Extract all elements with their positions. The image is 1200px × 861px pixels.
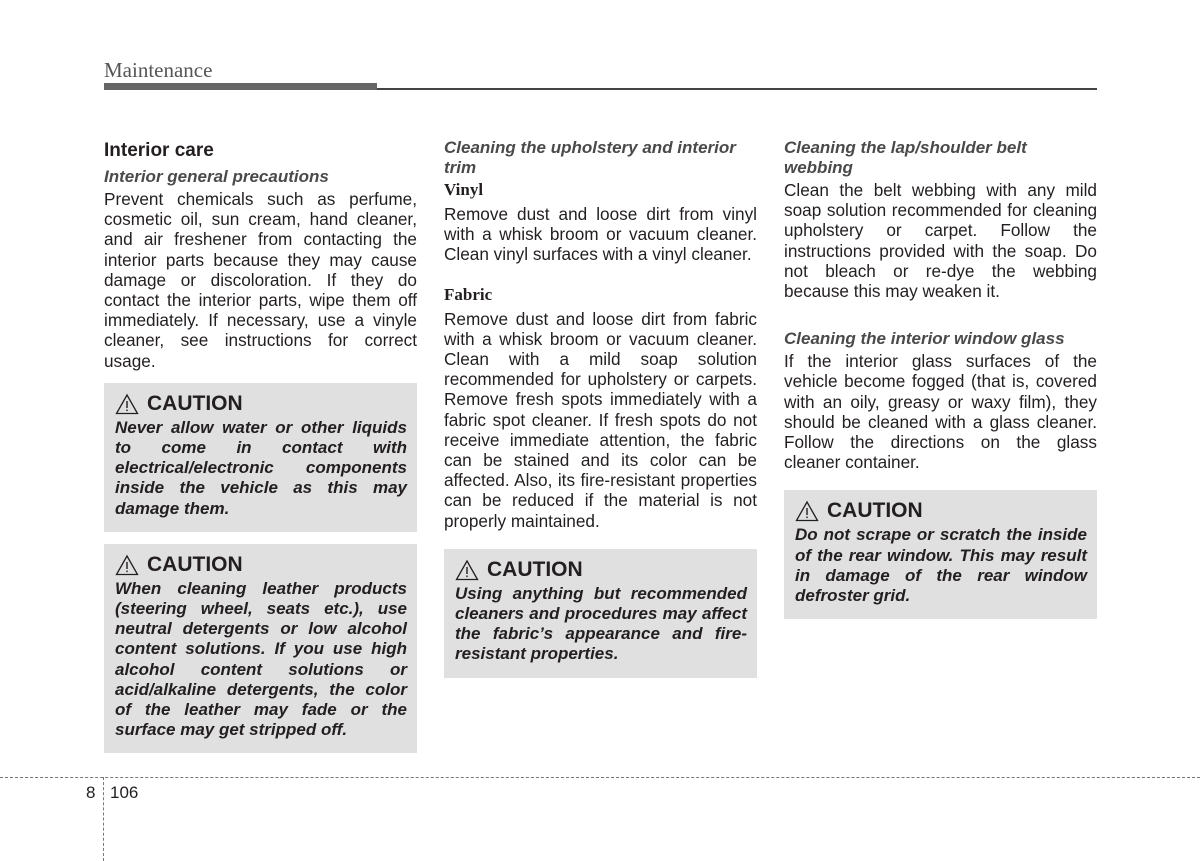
warning-triangle-icon: [795, 500, 819, 522]
paragraph-window-glass: If the interior glass surfaces of the vehicle become fogged (that is, covered with an oily, greasy or waxy film), they should be cleaned with a glass cleaner. Follow the directions on the glass cleaner container.: [784, 351, 1097, 473]
caution-header: [115, 552, 407, 578]
caution-text-water: Never allow water or other liquids to come in contact with electrical/electronic components inside the vehicle as this may damage them.: [115, 417, 407, 518]
caution-box-leather: [104, 544, 417, 754]
caution-label: CAUTION: [827, 499, 923, 523]
paragraph-fabric: Remove dust and loose dirt from fabric with a whisk broom or vacuum cleaner. Clean with a mild soap solution recommended for upholstery or carpets. Remove fresh spots immediately with a fabric spot cleaner. If fresh spots do not receive immediate attention, the fabric can be stained and its color can be affected. Also, its fire-resistant properties can be reduced if the material is not properly maintained.: [444, 308, 757, 531]
caution-label: CAUTION: [487, 557, 583, 581]
caution-header: [115, 391, 407, 417]
header-rule-thick: [104, 83, 377, 90]
caution-box-fabric: [444, 549, 757, 678]
paragraph-vinyl: Remove dust and loose dirt from vinyl with a whisk broom or vacuum cleaner. Clean vinyl surfaces with a vinyl cleaner.: [444, 204, 757, 265]
heading-vinyl: Vinyl: [444, 180, 484, 199]
caution-text-leather: When cleaning leather products (steering wheel, seats etc.), use neutral detergents or low alcohol content solutions. If you use high alcohol content solutions or acid/alkaline detergents, the color of the leather may fade or the surface may get stripped off.: [115, 578, 407, 740]
footer-dashed-rule: [0, 777, 1200, 778]
caution-header: [795, 498, 1087, 524]
paragraph-general-precautions: Prevent chemicals such as perfume, cosmetic oil, sun cream, hand cleaner, and air freshener from contacting the interior parts because they may cause damage or discoloration. If they do contact the interior parts, wipe them off immediately. If necessary, use a vinyle cleaner, see instructions for correct usage.: [104, 189, 417, 371]
page-number: 106: [110, 783, 139, 802]
heading-window-glass: Cleaning the interior window glass: [784, 329, 1065, 349]
caution-label: CAUTION: [147, 391, 243, 415]
chapter-number: 8: [86, 783, 96, 802]
paragraph-belt-webbing: Clean the belt webbing with any mild soap solution recommended for cleaning upholstery or carpet. Follow the instructions provided with the soap. Do not bleach or re-dye the webbing because this may weaken it.: [784, 180, 1097, 302]
caution-text-rear-window: Do not scrape or scratch the inside of the rear window. This may result in damage of the rear window defroster grid.: [795, 525, 1087, 606]
column-middle: [444, 138, 757, 678]
section-title-interior-care: Interior care: [104, 140, 214, 161]
heading-fabric: Fabric: [444, 284, 493, 304]
warning-triangle-icon: [115, 554, 139, 576]
caution-header: [455, 557, 747, 583]
column-right: [784, 138, 1097, 619]
heading-upholstery: Cleaning the upholstery and interior trim: [444, 138, 736, 177]
caution-text-fabric: Using anything but recommended cleaners and procedures may affect the fabric’s appearance and fire-resistant properties.: [455, 583, 747, 664]
footer-vertical-dashed-rule: [103, 777, 104, 861]
column-left: [104, 138, 417, 753]
warning-triangle-icon: [115, 393, 139, 415]
caution-box-rear-window: [784, 490, 1097, 619]
caution-label: CAUTION: [147, 552, 243, 576]
caution-box-water: [104, 383, 417, 532]
heading-general-precautions: Interior general precautions: [104, 167, 329, 186]
heading-belt-webbing: Cleaning the lap/shoulder belt webbing: [784, 138, 1027, 177]
warning-triangle-icon: [455, 559, 479, 581]
header-rule-thin: [377, 88, 1097, 90]
page-header-title: Maintenance: [104, 58, 213, 82]
